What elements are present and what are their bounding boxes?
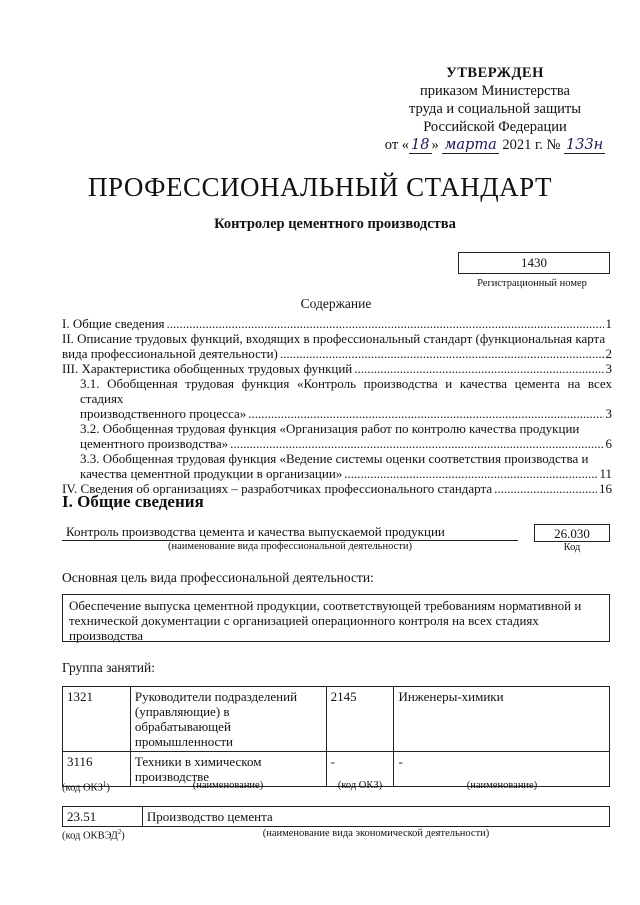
handwritten-month: марта (444, 137, 497, 153)
approval-title: УТВЕРЖДЕН (446, 65, 544, 81)
toc-heading: Содержание (300, 296, 372, 311)
toc-item[interactable]: 3.1. Обобщенная трудовая функция «Контроль производства и качества цемента на всех стадиях производственного процесса» ..... 3 (62, 376, 612, 421)
handwritten-day: 18 (411, 137, 430, 153)
section-heading: I. Общие сведения (62, 492, 204, 511)
handwritten-number: 133н (566, 137, 604, 153)
okz-code: 3116 (63, 752, 131, 787)
occupation-group-label: Группа занятий: (62, 660, 155, 675)
occupation-name: - (394, 752, 610, 787)
activity-name-caption: (наименование вида профессиональной деятельности) (168, 541, 412, 552)
okved-code: 23.51 (63, 807, 143, 827)
goal-text-box: Обеспечение выпуска цементной продукции, соответствующей требованиям нормативной и технической документации с организацией операционного контроля на всех стадиях производства (62, 594, 610, 642)
page-title: ПРОФЕССИОНАЛЬНЫЙ СТАНДАРТ (87, 172, 553, 202)
approval-block (380, 64, 610, 154)
occupation-name-caption: (наименование) (192, 780, 264, 791)
approval-line: труда и социальной защиты (409, 101, 581, 117)
registration-number-box: 1430 (458, 252, 610, 274)
occupations-table (62, 686, 610, 787)
okved-name: Производство цемента (142, 807, 609, 827)
okved-name-caption: (наименование вида экономической деятельности) (262, 828, 490, 839)
occupation-name: Руководители подразделений (управляющие) в обрабатывающей промышленности (130, 687, 326, 752)
goal-label: Основная цель вида профессиональной деятельности: (62, 570, 374, 585)
occupation-name: Техники в химическом производстве (130, 752, 326, 787)
approval-line: Российской Федерации (423, 119, 567, 135)
toc-item[interactable]: IV. Сведения об организациях – разработчиках профессионального стандарта ..... 16 (62, 481, 612, 496)
okz-code: 1321 (63, 687, 131, 752)
approval-line: приказом Министерства (420, 83, 570, 99)
okz-code-caption: (код ОКЗ) (337, 780, 383, 791)
occupation-name-caption: (наименование) (466, 780, 538, 791)
okved-table (62, 806, 610, 827)
page-subtitle: Контролер цементного производства (214, 216, 456, 232)
toc-item[interactable]: 3.2. Обобщенная трудовая функция «Организация работ по контролю качества продукции цементного производства» ..... 6 (62, 421, 612, 451)
okz-code: - (326, 752, 394, 787)
occupation-name: Инженеры-химики (394, 687, 610, 752)
toc-item[interactable]: 3.3. Обобщенная трудовая функция «Ведение системы оценки соответствия производства и качества цементной продукции в организации» ..... 11 (62, 451, 612, 481)
activity-name-field: Контроль производства цемента и качества выпускаемой продукции (62, 524, 518, 541)
table-of-contents (62, 316, 612, 496)
okz-code: 2145 (326, 687, 394, 752)
approval-date-line: от « 18 » марта 2021 г. № 133н (384, 137, 604, 153)
toc-item[interactable]: II. Описание трудовых функций, входящих в профессиональный стандарт (функциональная карта вида профессиональной деятельности) ..... 2 (62, 331, 612, 361)
table-row (63, 807, 610, 827)
okved-code-caption: (код ОКВЭД$^2$) (62, 828, 125, 842)
registration-number-label: Регистрационный номер (477, 278, 587, 289)
toc-item[interactable]: I. Общие сведения ..... 1 (62, 316, 612, 331)
okz-code-caption: (код ОКЗ$^1$) (62, 780, 110, 794)
activity-code-box: 26.030 (534, 524, 610, 542)
table-row (63, 687, 610, 752)
activity-code-caption: Код (563, 542, 581, 553)
toc-item[interactable]: III. Характеристика обобщенных трудовых функций ..... 3 (62, 361, 612, 376)
